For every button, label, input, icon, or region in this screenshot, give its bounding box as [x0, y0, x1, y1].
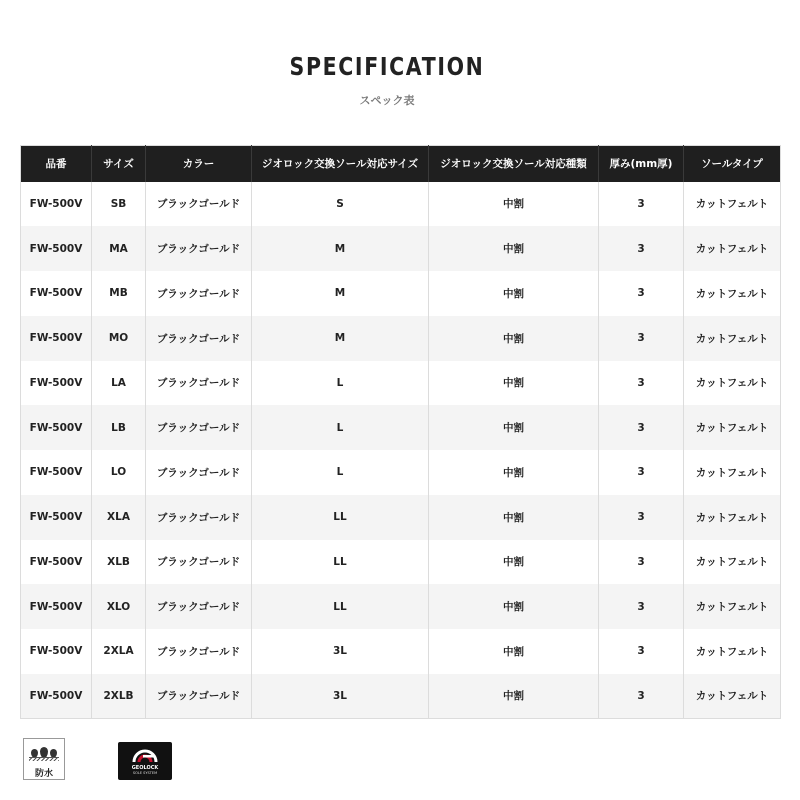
- sole-type-cell: カットフェルト: [684, 182, 781, 227]
- part-number-cell: FW-500V: [21, 674, 92, 719]
- size-cell: MB: [92, 271, 146, 316]
- geolock-logo-subtext: SOLE SYSTEM: [132, 771, 158, 775]
- sole-type-cell: カットフェルト: [684, 271, 781, 316]
- geolock-size-cell: S: [252, 182, 429, 227]
- column-header-part-number: 品番: [21, 146, 92, 182]
- size-cell: 2XLB: [92, 674, 146, 719]
- thickness-cell: 3: [599, 629, 684, 674]
- color-cell: ブラックゴールド: [146, 405, 252, 450]
- part-number-cell: FW-500V: [21, 361, 92, 406]
- geolock-size-cell: LL: [252, 495, 429, 540]
- part-number-cell: FW-500V: [21, 182, 92, 227]
- sole-type-cell: カットフェルト: [684, 450, 781, 495]
- size-cell: XLO: [92, 584, 146, 629]
- geolock-type-cell: 中割: [429, 584, 599, 629]
- table-row: [21, 495, 781, 540]
- part-number-cell: FW-500V: [21, 540, 92, 585]
- geolock-size-cell: M: [252, 226, 429, 271]
- page-subtitle: スペック表: [359, 94, 415, 107]
- thickness-cell: 3: [599, 674, 684, 719]
- table-row: [21, 182, 781, 227]
- table-row: [21, 361, 781, 406]
- table-row: [21, 226, 781, 271]
- thickness-cell: 3: [599, 450, 684, 495]
- color-cell: ブラックゴールド: [146, 584, 252, 629]
- sole-type-cell: カットフェルト: [684, 226, 781, 271]
- size-cell: LB: [92, 405, 146, 450]
- sole-type-cell: カットフェルト: [684, 629, 781, 674]
- geolock-size-cell: L: [252, 361, 429, 406]
- color-cell: ブラックゴールド: [146, 182, 252, 227]
- geolock-size-cell: M: [252, 271, 429, 316]
- geolock-logo-icon: [118, 742, 172, 780]
- column-header-size: サイズ: [92, 146, 146, 182]
- size-cell: 2XLA: [92, 629, 146, 674]
- geolock-size-cell: 3L: [252, 674, 429, 719]
- color-cell: ブラックゴールド: [146, 271, 252, 316]
- part-number-cell: FW-500V: [21, 271, 92, 316]
- thickness-cell: 3: [599, 584, 684, 629]
- column-header-sole-type: ソールタイプ: [684, 146, 781, 182]
- thickness-cell: 3: [599, 271, 684, 316]
- color-cell: ブラックゴールド: [146, 226, 252, 271]
- part-number-cell: FW-500V: [21, 405, 92, 450]
- sole-type-cell: カットフェルト: [684, 361, 781, 406]
- size-cell: MO: [92, 316, 146, 361]
- part-number-cell: FW-500V: [21, 629, 92, 674]
- table-row: [21, 316, 781, 361]
- geolock-type-cell: 中割: [429, 450, 599, 495]
- size-cell: XLA: [92, 495, 146, 540]
- part-number-cell: FW-500V: [21, 495, 92, 540]
- table-row: [21, 405, 781, 450]
- thickness-cell: 3: [599, 540, 684, 585]
- color-cell: ブラックゴールド: [146, 316, 252, 361]
- geolock-emblem-icon: [131, 746, 159, 764]
- sole-type-cell: カットフェルト: [684, 405, 781, 450]
- color-cell: ブラックゴールド: [146, 629, 252, 674]
- sole-type-cell: カットフェルト: [684, 495, 781, 540]
- size-cell: LO: [92, 450, 146, 495]
- part-number-cell: FW-500V: [21, 316, 92, 361]
- geolock-type-cell: 中割: [429, 361, 599, 406]
- part-number-cell: FW-500V: [21, 584, 92, 629]
- table-header-row: [21, 146, 781, 182]
- geolock-type-cell: 中割: [429, 271, 599, 316]
- spec-table: [20, 145, 781, 719]
- table-row: [21, 450, 781, 495]
- part-number-cell: FW-500V: [21, 450, 92, 495]
- size-cell: MA: [92, 226, 146, 271]
- geolock-size-cell: L: [252, 450, 429, 495]
- table-row: [21, 540, 781, 585]
- thickness-cell: 3: [599, 495, 684, 540]
- thickness-cell: 3: [599, 405, 684, 450]
- geolock-type-cell: 中割: [429, 405, 599, 450]
- column-header-geolock-type: ジオロック交換ソール対応種類: [429, 146, 599, 182]
- geolock-type-cell: 中割: [429, 316, 599, 361]
- thickness-cell: 3: [599, 361, 684, 406]
- geolock-type-cell: 中割: [429, 629, 599, 674]
- sole-type-cell: カットフェルト: [684, 584, 781, 629]
- thickness-cell: 3: [599, 226, 684, 271]
- geolock-type-cell: 中割: [429, 495, 599, 540]
- thickness-cell: 3: [599, 182, 684, 227]
- table-row: [21, 584, 781, 629]
- size-cell: LA: [92, 361, 146, 406]
- geolock-type-cell: 中割: [429, 182, 599, 227]
- geolock-type-cell: 中割: [429, 674, 599, 719]
- geolock-size-cell: 3L: [252, 629, 429, 674]
- thickness-cell: 3: [599, 316, 684, 361]
- geolock-logo-text: GEOLOCK: [131, 765, 159, 771]
- surface-hatch-icon: [29, 757, 59, 761]
- page-title: SPECIFICATION: [289, 52, 485, 81]
- color-cell: ブラックゴールド: [146, 450, 252, 495]
- geolock-size-cell: LL: [252, 540, 429, 585]
- waterproof-badge: [23, 738, 65, 780]
- table-row: [21, 629, 781, 674]
- geolock-size-cell: LL: [252, 584, 429, 629]
- size-cell: SB: [92, 182, 146, 227]
- table-row: [21, 271, 781, 316]
- color-cell: ブラックゴールド: [146, 361, 252, 406]
- column-header-geolock-size: ジオロック交換ソール対応サイズ: [252, 146, 429, 182]
- geolock-size-cell: M: [252, 316, 429, 361]
- color-cell: ブラックゴールド: [146, 540, 252, 585]
- sole-type-cell: カットフェルト: [684, 540, 781, 585]
- geolock-type-cell: 中割: [429, 540, 599, 585]
- sole-type-cell: カットフェルト: [684, 316, 781, 361]
- column-header-color: カラー: [146, 146, 252, 182]
- waterproof-label: 防水: [34, 769, 53, 779]
- part-number-cell: FW-500V: [21, 226, 92, 271]
- geolock-size-cell: L: [252, 405, 429, 450]
- table-row: [21, 674, 781, 719]
- color-cell: ブラックゴールド: [146, 674, 252, 719]
- size-cell: XLB: [92, 540, 146, 585]
- geolock-type-cell: 中割: [429, 226, 599, 271]
- sole-type-cell: カットフェルト: [684, 674, 781, 719]
- color-cell: ブラックゴールド: [146, 495, 252, 540]
- column-header-thickness: 厚み(mm厚): [599, 146, 684, 182]
